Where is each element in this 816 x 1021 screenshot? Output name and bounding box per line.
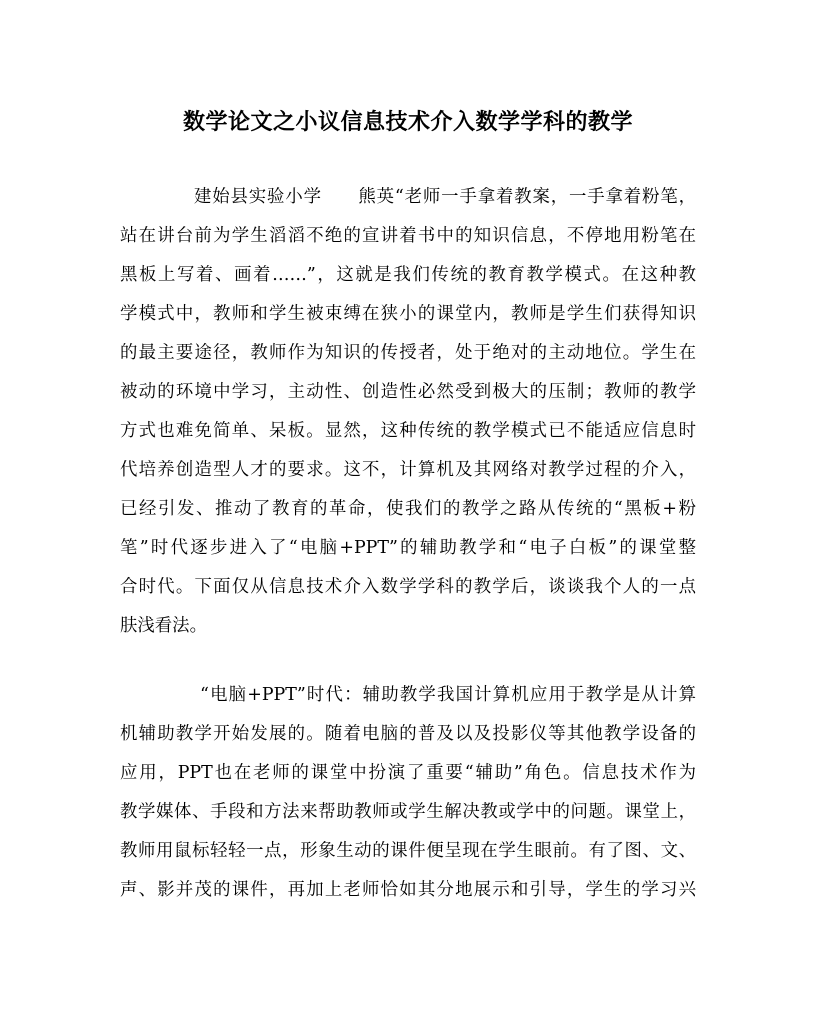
paragraph-line: 站在讲台前为学生滔滔不绝的宣讲着书中的知识信息，不停地用粉笔在 — [120, 226, 696, 246]
paragraph-line: 教师用鼠标轻轻一点，形象生动的课件便呈现在学生眼前。有了图、文、 — [120, 841, 696, 861]
paragraph-line: 肤浅看法。 — [120, 616, 207, 636]
paragraph-line: 已经引发、推动了教育的革命，使我们的教学之路从传统的“黑板+粉 — [120, 499, 696, 519]
paragraph-line: 合时代。下面仅从信息技术介入数学学科的教学后，谈谈我个人的一点 — [120, 577, 696, 597]
paragraph-2 — [120, 676, 696, 910]
paragraph-line: 的最主要途径，教师作为知识的传授者，处于绝对的主动地位。学生在 — [120, 343, 696, 363]
paragraph-line: 黑板上写着、画着……”，这就是我们传统的教育教学模式。在这种教 — [120, 265, 696, 285]
paragraph-line: 声、影并茂的课件，再加上老师恰如其分地展示和引导，学生的学习兴 — [120, 880, 696, 900]
paragraph-line: 学模式中，教师和学生被束缚在狭小的课堂内，教师是学生们获得知识 — [120, 304, 696, 324]
paragraph-line: 建始县实验小学 熊英“老师一手拿着教案，一手拿着粉笔， — [194, 187, 696, 207]
paragraph-line: 代培养创造型人才的要求。这不，计算机及其网络对教学过程的介入， — [120, 460, 696, 480]
paragraph-1 — [120, 178, 696, 646]
paragraph-line: 教学媒体、手段和方法来帮助教师或学生解决教或学中的问题。课堂上， — [120, 802, 696, 822]
paragraph-line: 应用，PPT也在老师的课堂中扮演了重要“辅助”角色。信息技术作为 — [120, 763, 696, 783]
paragraph-line: 方式也难免简单、呆板。显然，这种传统的教学模式已不能适应信息时 — [120, 421, 696, 441]
paragraph-line: 被动的环境中学习，主动性、创造性必然受到极大的压制；教师的教学 — [120, 382, 696, 402]
paragraph-line: “电脑+PPT”时代：辅助教学我国计算机应用于教学是从计算 — [200, 685, 696, 705]
document-title: 数学论文之小议信息技术介入数学学科的教学 — [182, 109, 633, 135]
paragraph-line: 笔”时代逐步进入了“电脑+PPT”的辅助教学和“电子白板”的课堂整 — [120, 538, 696, 558]
paragraph-line: 机辅助教学开始发展的。随着电脑的普及以及投影仪等其他教学设备的 — [120, 724, 696, 744]
